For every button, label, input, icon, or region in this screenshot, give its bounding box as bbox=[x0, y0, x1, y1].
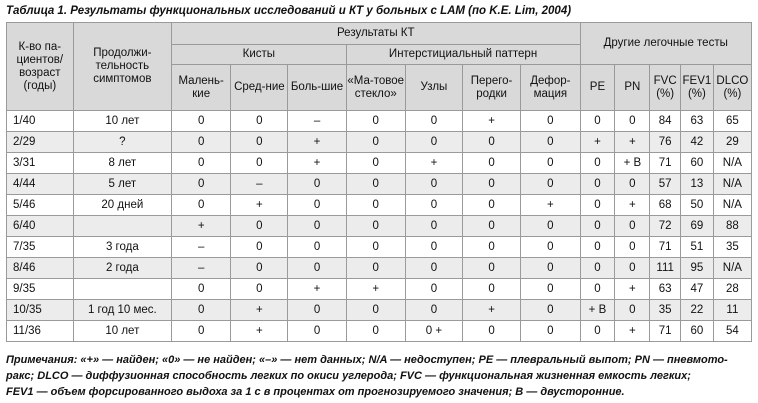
cell-dlco: N/A bbox=[713, 258, 751, 279]
cell-dlco: N/A bbox=[713, 195, 751, 216]
cell-deformation: 0 bbox=[521, 279, 580, 300]
cell-pn: + bbox=[615, 132, 650, 153]
cell-fev1: 63 bbox=[680, 111, 713, 132]
cell-dlco: 65 bbox=[713, 111, 751, 132]
table-row bbox=[7, 300, 752, 321]
results-table bbox=[6, 22, 752, 342]
cell-patient: 5/46 bbox=[7, 195, 74, 216]
cell-ground-glass: 0 bbox=[346, 321, 405, 342]
cell-ground-glass: 0 bbox=[346, 195, 405, 216]
cell-duration: 20 дней bbox=[73, 195, 171, 216]
cell-pe: + В bbox=[580, 300, 615, 321]
notes-line: Примечания: «+» — найден; «0» — не найден; «–» — нет данных; N/A — недоступен; PE — плевральный выпот; PN — пневмото- bbox=[6, 354, 728, 366]
cell-nodules: 0 bbox=[405, 216, 462, 237]
cell-cyst-large: 0 bbox=[288, 237, 346, 258]
cell-fvc: 57 bbox=[650, 174, 681, 195]
header-ground-glass: «Ма-товое стекло» bbox=[346, 65, 405, 111]
cell-fev1: 22 bbox=[680, 300, 713, 321]
cell-ground-glass: 0 bbox=[346, 300, 405, 321]
cell-nodules: 0 bbox=[405, 111, 462, 132]
cell-cyst-medium: – bbox=[231, 174, 288, 195]
cell-duration: 1 год 10 мес. bbox=[73, 300, 171, 321]
cell-fev1: 47 bbox=[680, 279, 713, 300]
cell-cyst-small: 0 bbox=[172, 132, 231, 153]
cell-cyst-large: 0 bbox=[288, 258, 346, 279]
cell-duration bbox=[73, 279, 171, 300]
cell-cyst-small: – bbox=[172, 237, 231, 258]
cell-deformation: 0 bbox=[521, 153, 580, 174]
cell-nodules: 0 bbox=[405, 258, 462, 279]
cell-cyst-large: + bbox=[288, 132, 346, 153]
cell-septa: 0 bbox=[462, 216, 520, 237]
cell-cyst-medium: + bbox=[231, 321, 288, 342]
cell-fvc: 63 bbox=[650, 279, 681, 300]
cell-pn: 0 bbox=[615, 174, 650, 195]
cell-fev1: 69 bbox=[680, 216, 713, 237]
cell-deformation: 0 bbox=[521, 132, 580, 153]
cell-fvc: 68 bbox=[650, 195, 681, 216]
cell-dlco: 28 bbox=[713, 279, 751, 300]
cell-pn: + В bbox=[615, 153, 650, 174]
cell-fev1: 60 bbox=[680, 153, 713, 174]
cell-fvc: 35 bbox=[650, 300, 681, 321]
notes-line: ракс; DLCO — диффузионная способность легких по окиси углерода; FVC — функциональная жизненная емкость легких; bbox=[6, 370, 691, 382]
cell-nodules: 0 bbox=[405, 174, 462, 195]
cell-cyst-large: – bbox=[288, 111, 346, 132]
cell-patient: 7/35 bbox=[7, 237, 74, 258]
cell-cyst-small: 0 bbox=[172, 111, 231, 132]
cell-fev1: 60 bbox=[680, 321, 713, 342]
cell-nodules: 0 + bbox=[405, 321, 462, 342]
cell-deformation: 0 bbox=[521, 258, 580, 279]
cell-cyst-large: + bbox=[288, 279, 346, 300]
cell-pe: 0 bbox=[580, 195, 615, 216]
cell-cyst-small: 0 bbox=[172, 279, 231, 300]
table-row bbox=[7, 111, 752, 132]
cell-cyst-small: 0 bbox=[172, 321, 231, 342]
cell-ground-glass: 0 bbox=[346, 216, 405, 237]
cell-pe: 0 bbox=[580, 216, 615, 237]
cell-pe: 0 bbox=[580, 258, 615, 279]
cell-ground-glass: 0 bbox=[346, 153, 405, 174]
cell-dlco: 11 bbox=[713, 300, 751, 321]
table-row bbox=[7, 216, 752, 237]
cell-cyst-medium: 0 bbox=[231, 153, 288, 174]
cell-fev1: 13 bbox=[680, 174, 713, 195]
cell-deformation: 0 bbox=[521, 300, 580, 321]
header-fvc: FVC (%) bbox=[650, 65, 681, 111]
cell-pe: 0 bbox=[580, 111, 615, 132]
table-notes bbox=[6, 352, 754, 400]
cell-duration: 5 лет bbox=[73, 174, 171, 195]
table-row bbox=[7, 279, 752, 300]
cell-dlco: N/A bbox=[713, 174, 751, 195]
table-body bbox=[7, 111, 752, 342]
table-row bbox=[7, 258, 752, 279]
cell-duration: ? bbox=[73, 132, 171, 153]
cell-cyst-small: 0 bbox=[172, 195, 231, 216]
cell-pe: 0 bbox=[580, 174, 615, 195]
cell-patient: 4/44 bbox=[7, 174, 74, 195]
cell-ground-glass: 0 bbox=[346, 174, 405, 195]
cell-cyst-medium: 0 bbox=[231, 237, 288, 258]
cell-fvc: 84 bbox=[650, 111, 681, 132]
cell-duration: 10 лет bbox=[73, 321, 171, 342]
cell-septa: 0 bbox=[462, 237, 520, 258]
header-nodules: Узлы bbox=[405, 65, 462, 111]
cell-patient: 9/35 bbox=[7, 279, 74, 300]
cell-deformation: 0 bbox=[521, 237, 580, 258]
cell-pe: 0 bbox=[580, 321, 615, 342]
cell-dlco: 88 bbox=[713, 216, 751, 237]
cell-fvc: 76 bbox=[650, 132, 681, 153]
header-patients: К-во па-циентов/возраст (годы) bbox=[7, 23, 74, 111]
cell-dlco: 54 bbox=[713, 321, 751, 342]
header-pn: PN bbox=[615, 65, 650, 111]
cell-deformation: + bbox=[521, 195, 580, 216]
cell-fev1: 42 bbox=[680, 132, 713, 153]
cell-ground-glass: 0 bbox=[346, 237, 405, 258]
cell-cyst-medium: 0 bbox=[231, 258, 288, 279]
cell-patient: 6/40 bbox=[7, 216, 74, 237]
cell-ground-glass: 0 bbox=[346, 111, 405, 132]
header-deformation: Дефор-мация bbox=[521, 65, 580, 111]
cell-cyst-small: – bbox=[172, 258, 231, 279]
cell-patient: 1/40 bbox=[7, 111, 74, 132]
cell-cyst-medium: 0 bbox=[231, 111, 288, 132]
cell-pn: 0 bbox=[615, 300, 650, 321]
cell-dlco: 35 bbox=[713, 237, 751, 258]
table-row bbox=[7, 153, 752, 174]
cell-cyst-large: 0 bbox=[288, 195, 346, 216]
cell-pn: + bbox=[615, 195, 650, 216]
cell-pn: + bbox=[615, 321, 650, 342]
header-dlco: DLCO (%) bbox=[713, 65, 751, 111]
cell-septa: 0 bbox=[462, 321, 520, 342]
header-cysts: Кисты bbox=[172, 45, 347, 65]
cell-ground-glass: 0 bbox=[346, 132, 405, 153]
notes-line: FEV1 — объем форсированного выдоха за 1 с в процентах от прогнозируемого значения; В — двусторонние. bbox=[6, 386, 625, 398]
cell-pe: 0 bbox=[580, 153, 615, 174]
cell-nodules: + bbox=[405, 153, 462, 174]
cell-cyst-large: 0 bbox=[288, 300, 346, 321]
cell-fev1: 95 bbox=[680, 258, 713, 279]
cell-duration: 10 лет bbox=[73, 111, 171, 132]
cell-pe: + bbox=[580, 132, 615, 153]
cell-patient: 2/29 bbox=[7, 132, 74, 153]
header-pe: PE bbox=[580, 65, 615, 111]
cell-pe: 0 bbox=[580, 279, 615, 300]
header-interstitial: Интерстициальный паттерн bbox=[346, 45, 580, 65]
cell-septa: 0 bbox=[462, 279, 520, 300]
cell-fvc: 71 bbox=[650, 237, 681, 258]
cell-cyst-medium: 0 bbox=[231, 216, 288, 237]
cell-pe: 0 bbox=[580, 237, 615, 258]
cell-fvc: 72 bbox=[650, 216, 681, 237]
header-fev1: FEV1 (%) bbox=[680, 65, 713, 111]
cell-deformation: 0 bbox=[521, 321, 580, 342]
header-medium: Сред-ние bbox=[231, 65, 288, 111]
cell-septa: + bbox=[462, 300, 520, 321]
header-small: Малень-кие bbox=[172, 65, 231, 111]
table-row bbox=[7, 321, 752, 342]
cell-septa: 0 bbox=[462, 195, 520, 216]
cell-fev1: 50 bbox=[680, 195, 713, 216]
cell-dlco: 29 bbox=[713, 132, 751, 153]
cell-duration: 3 года bbox=[73, 237, 171, 258]
cell-nodules: 0 bbox=[405, 279, 462, 300]
cell-pn: 0 bbox=[615, 216, 650, 237]
cell-nodules: 0 bbox=[405, 300, 462, 321]
cell-cyst-large: 0 bbox=[288, 321, 346, 342]
cell-fvc: 111 bbox=[650, 258, 681, 279]
cell-septa: 0 bbox=[462, 132, 520, 153]
cell-cyst-large: 0 bbox=[288, 174, 346, 195]
cell-dlco: N/A bbox=[713, 153, 751, 174]
cell-septa: 0 bbox=[462, 153, 520, 174]
cell-septa: + bbox=[462, 111, 520, 132]
cell-deformation: 0 bbox=[521, 174, 580, 195]
cell-cyst-medium: + bbox=[231, 300, 288, 321]
cell-fvc: 71 bbox=[650, 321, 681, 342]
table-row bbox=[7, 237, 752, 258]
cell-duration bbox=[73, 216, 171, 237]
header-ct-results: Результаты КТ bbox=[172, 23, 580, 45]
table-row bbox=[7, 174, 752, 195]
cell-cyst-small: + bbox=[172, 216, 231, 237]
cell-patient: 3/31 bbox=[7, 153, 74, 174]
header-large: Боль-шие bbox=[288, 65, 346, 111]
cell-patient: 11/36 bbox=[7, 321, 74, 342]
cell-cyst-medium: 0 bbox=[231, 132, 288, 153]
cell-fvc: 71 bbox=[650, 153, 681, 174]
cell-cyst-large: 0 bbox=[288, 216, 346, 237]
cell-ground-glass: 0 bbox=[346, 258, 405, 279]
cell-septa: 0 bbox=[462, 258, 520, 279]
cell-pn: + bbox=[615, 279, 650, 300]
cell-pn: 0 bbox=[615, 111, 650, 132]
header-duration: Продолжи-тельность симптомов bbox=[73, 23, 171, 111]
cell-pn: 0 bbox=[615, 258, 650, 279]
cell-pn: 0 bbox=[615, 237, 650, 258]
table-row bbox=[7, 195, 752, 216]
cell-deformation: 0 bbox=[521, 111, 580, 132]
cell-duration: 2 года bbox=[73, 258, 171, 279]
cell-nodules: 0 bbox=[405, 132, 462, 153]
cell-cyst-small: 0 bbox=[172, 153, 231, 174]
cell-duration: 8 лет bbox=[73, 153, 171, 174]
table-row bbox=[7, 132, 752, 153]
cell-patient: 10/35 bbox=[7, 300, 74, 321]
header-septa: Перего-родки bbox=[462, 65, 520, 111]
table-caption: Таблица 1. Результаты функциональных исследований и КТ у больных с LAM (по K.E. Lim, 2004) bbox=[6, 5, 572, 17]
cell-cyst-medium: + bbox=[231, 195, 288, 216]
cell-patient: 8/46 bbox=[7, 258, 74, 279]
cell-deformation: 0 bbox=[521, 216, 580, 237]
cell-ground-glass: + bbox=[346, 279, 405, 300]
cell-cyst-small: 0 bbox=[172, 174, 231, 195]
header-other-tests: Другие легочные тесты bbox=[580, 23, 752, 65]
cell-nodules: 0 bbox=[405, 195, 462, 216]
cell-fev1: 51 bbox=[680, 237, 713, 258]
cell-cyst-large: + bbox=[288, 153, 346, 174]
cell-septa: 0 bbox=[462, 174, 520, 195]
cell-cyst-medium: 0 bbox=[231, 279, 288, 300]
cell-nodules: 0 bbox=[405, 237, 462, 258]
cell-cyst-small: 0 bbox=[172, 300, 231, 321]
